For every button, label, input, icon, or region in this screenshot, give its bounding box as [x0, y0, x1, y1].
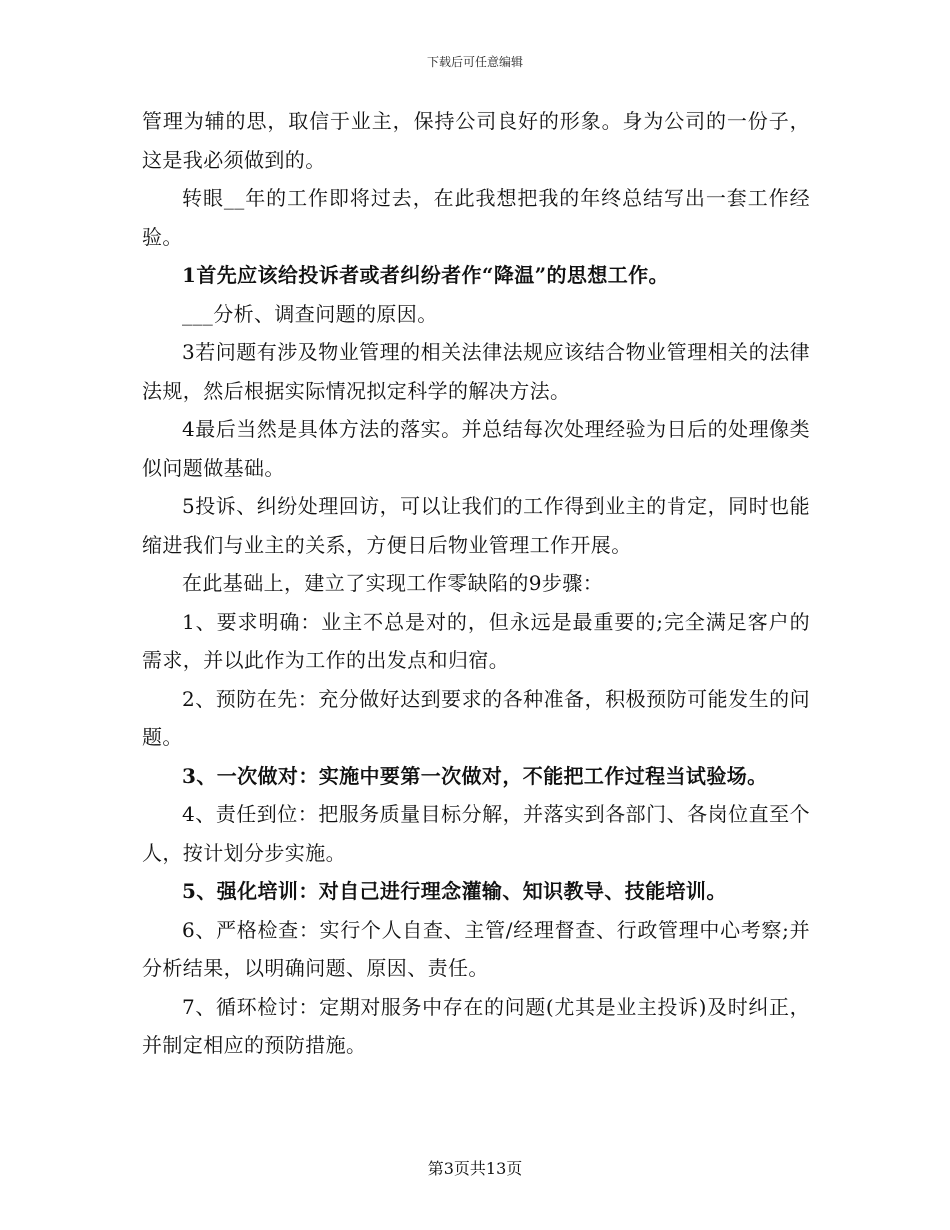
list-item-bold: 3、一次做对：实施中要第一次做对，不能把工作过程当试验场。 — [182, 763, 768, 788]
document-body — [142, 102, 810, 1065]
list-item: 6、严格检查：实行个人自查、主管/经理督查、行政管理中心考察;并分析结果，以明确问题、原因、责任。 — [142, 917, 810, 980]
paragraph: 管理为辅的思，取信于业主，保持公司良好的形象。身为公司的一份子，这是我必须做到的。 — [142, 109, 810, 172]
paragraph: 5投诉、纠纷处理回访，可以让我们的工作得到业主的肯定，同时也能缩进我们与业主的关系，方便日后物业管理工作开展。 — [142, 494, 810, 557]
page-header: 下载后可任意编辑 — [426, 55, 523, 69]
list-item: 7、循环检讨：定期对服务中存在的问题(尤其是业主投诉)及时纠正，并制定相应的预防措施。 — [142, 994, 810, 1057]
paragraph: 4最后当然是具体方法的落实。并总结每次处理经验为日后的处理像类似问题做基础。 — [142, 417, 810, 480]
list-item-bold: 5、强化培训：对自己进行理念灌输、知识教导、技能培训。 — [182, 879, 727, 903]
paragraph: ___分析、调查问题的原因。 — [182, 301, 438, 326]
paragraph: 在此基础上，建立了实现工作零缺陷的9步骤： — [182, 571, 604, 595]
list-item: 2、预防在先：充分做好达到要求的各种准备，积极预防可能发生的问题。 — [142, 686, 810, 749]
page-footer: 第3页共13页 — [427, 1159, 523, 1178]
paragraph-heading: 1首先应该给投诉者或者纠纷者作“降温”的思想工作。 — [182, 263, 669, 287]
list-item: 1、要求明确：业主不总是对的，但永远是最重要的;完全满足客户的需求，并以此作为工作的出发点和归宿。 — [142, 609, 810, 672]
list-item: 4、责任到位：把服务质量目标分解，并落实到各部门、各岗位直至个人，按计划分步实施。 — [142, 802, 810, 865]
paragraph: 3若问题有涉及物业管理的相关法律法规应该结合物业管理相关的法律法规，然后根据实际情况拟定科学的解决方法。 — [142, 340, 810, 403]
paragraph: 转眼__年的工作即将过去，在此我想把我的年终总结写出一套工作经验。 — [142, 186, 810, 249]
